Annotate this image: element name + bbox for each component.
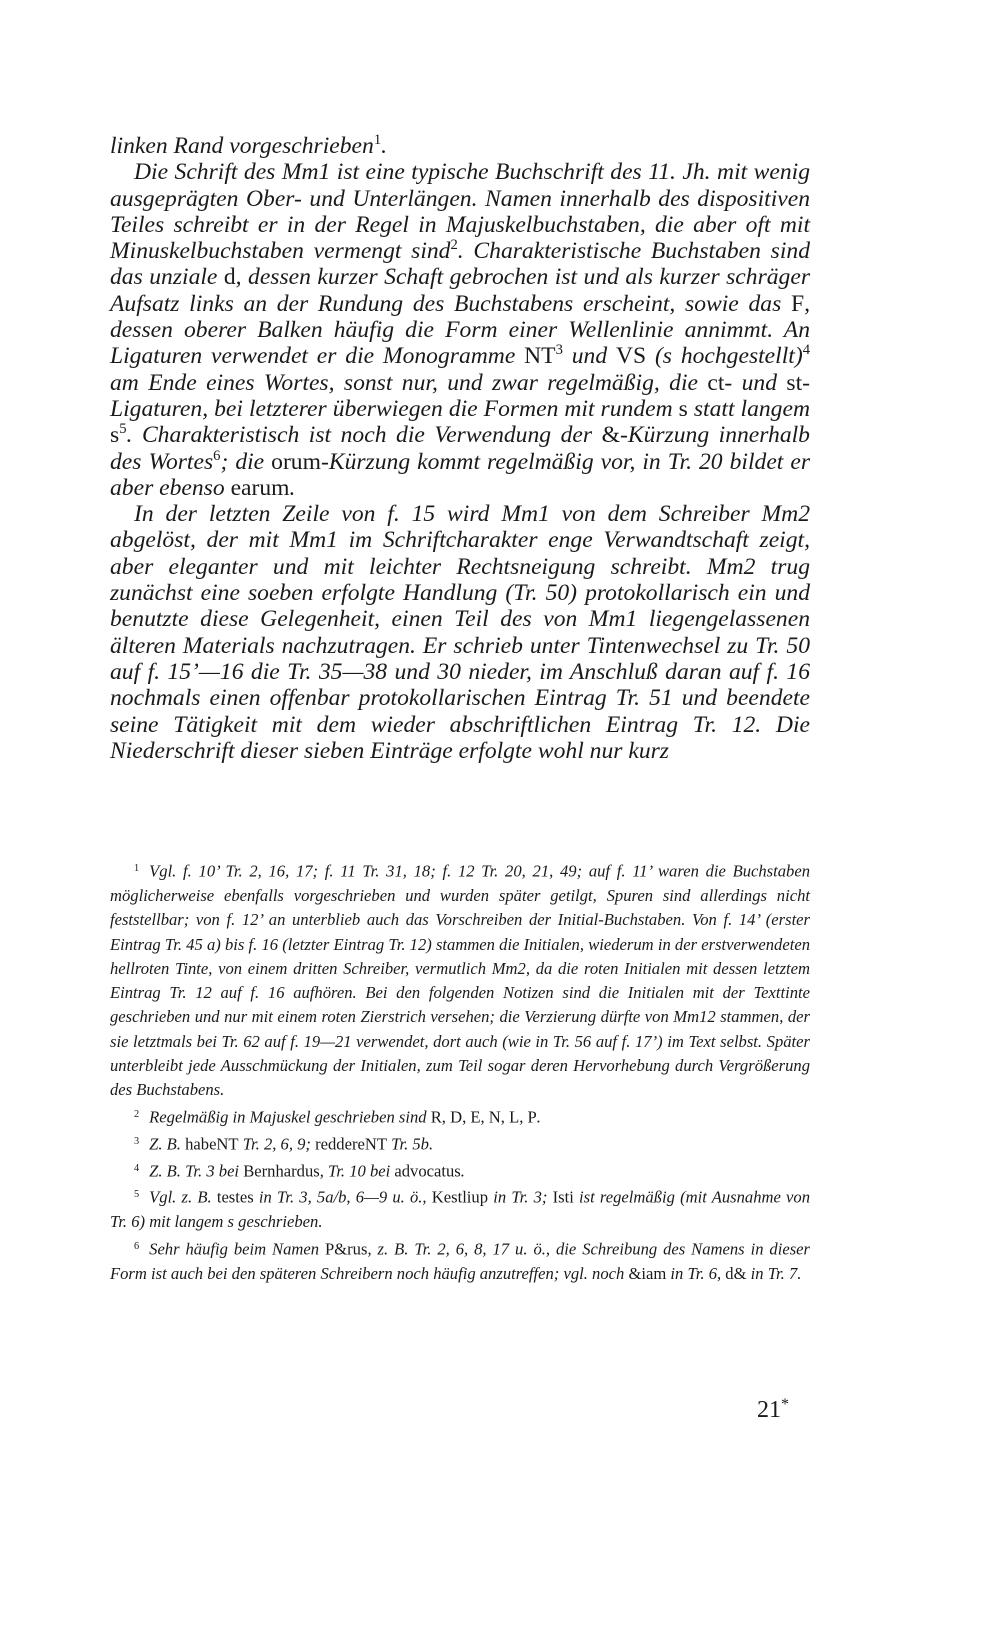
text-run: Regelmäßig in Majuskel geschrieben sind bbox=[149, 1107, 431, 1127]
text-run: Ligaturen, bei letzterer überwiegen die Formen mit rundem bbox=[110, 395, 679, 422]
footnote-mark: 2 bbox=[134, 1108, 140, 1120]
footnote-mark: 3 bbox=[134, 1135, 140, 1147]
footnote-3 bbox=[110, 1130, 810, 1157]
footnote-5 bbox=[110, 1183, 810, 1234]
page-number-value: 21 bbox=[757, 1397, 781, 1423]
footnote-ref-1: 1 bbox=[373, 132, 382, 149]
footnote-text: Vgl. f. 10’ Tr. 2, 16, 17; f. 11 Tr. 31, 18; f. 12 Tr. 20, 21, 49; auf f. 11’ waren die Buchstaben möglicherweise ebenfalls vorgeschrieben und wurden später getilgt, Spuren sind allerdings nicht feststellbar; von f. 12’ an unterblieb auch das Vorschreiben der Initial-Buchstaben. Von f. 14’ (erster Eintrag Tr. 45 a) bis f. 16 (letzter Eintrag Tr. 12) stammen die Initialen, wiederum in der erstverwendeten hellroten Tinte, von einem dritten Schreiber, vermutlich Mm2, da die roten Initialen mit dessen letztem Eintrag Tr. 12 auf f. 16 aufhören. Bei den folgenden Notizen sind die Initialen mit der Texttinte geschrieben und nur mit einem roten Zierstrich versehen; die Verzierung dürfte von Mm12 stammen, der sie letztmals bei Tr. 62 auf f. 19—21 verwendet, dort auch (wie in Tr. 56 auf f. 17’) im Text selbst. Später unterbleibt jede Ausschmückung der Initialen, zum Teil sogar deren Hervorhebung durch Vergrößerung des Buchstabens. bbox=[110, 861, 810, 1100]
footnote-mark: 5 bbox=[134, 1189, 140, 1201]
text-run: . bbox=[460, 1161, 465, 1181]
text-run: Z. B. Tr. 3 bei bbox=[149, 1161, 244, 1181]
upright-term: & bbox=[601, 422, 620, 449]
text-run: in Tr. 3, 5a/b, 6—9 u. ö., bbox=[253, 1188, 432, 1208]
text-run: statt langem bbox=[687, 395, 810, 422]
text-run: in Tr. 6, bbox=[666, 1263, 726, 1283]
upright-term: testes bbox=[216, 1188, 254, 1208]
text-run: . Charakteristische Buchstaben sind das unziale bbox=[110, 238, 810, 291]
upright-term: VS bbox=[615, 343, 647, 370]
footnote-ref-3: 3 bbox=[555, 342, 563, 359]
text-run: Die Schrift des Mm1 ist eine typische Buchschrift des 11. Jh. mit wenig ausgeprägten Ober- und Unterlängen. Namen innerhalb des dispositiven Teiles schreibt er in der Regel in Majuskelbuchstaben, die aber oft mit Minuskelbuchstaben vermengt sind bbox=[110, 159, 810, 265]
upright-term: Bernhardus bbox=[243, 1161, 320, 1181]
upright-term: F bbox=[790, 290, 805, 317]
text-run: Sehr häufig beim Namen bbox=[149, 1239, 326, 1259]
footnote-2 bbox=[110, 1103, 810, 1130]
text-run: . bbox=[536, 1107, 541, 1127]
paragraph-1 bbox=[110, 133, 810, 159]
footnotes bbox=[110, 857, 810, 1286]
text-run: Z. B. bbox=[149, 1134, 186, 1154]
upright-term: ct- bbox=[707, 369, 733, 396]
upright-term: s bbox=[110, 422, 120, 449]
text-run: -Kürzung kommt regelmäßig vor, in Tr. 20 bildet er aber ebenso bbox=[110, 448, 811, 501]
text-run: und bbox=[562, 343, 616, 370]
footnote-ref-6: 6 bbox=[213, 447, 221, 464]
text-run: und bbox=[732, 369, 787, 396]
footnote-mark: 4 bbox=[134, 1162, 140, 1174]
upright-term: Isti bbox=[552, 1188, 574, 1208]
upright-term: R, D, E, N, L, P bbox=[430, 1107, 537, 1127]
footnote-1 bbox=[110, 857, 810, 1103]
footnote-mark: 6 bbox=[134, 1240, 140, 1252]
page-number-star: * bbox=[781, 1396, 789, 1413]
text-run: Tr. 2, 6, 9; bbox=[238, 1134, 316, 1154]
upright-term: st- bbox=[786, 369, 810, 396]
text-run: -Kürzung innerhalb des Wortes bbox=[110, 422, 810, 475]
upright-term: reddereNT bbox=[315, 1134, 387, 1154]
footnote-mark: 1 bbox=[134, 863, 140, 874]
text-run: ist regelmäßig (mit Ausnahme von Tr. 6) mit langem s geschrieben. bbox=[110, 1188, 811, 1232]
text-run: in Tr. 7. bbox=[746, 1263, 802, 1283]
paragraph-3: In der letzten Zeile von f. 15 wird Mm1 von dem Schreiber Mm2 abgelöst, der mit Mm1 im Schriftcharakter enge Verwandtschaft zeigt, aber eleganter und mit leichter Rechtsneigung schreibt. Mm2 trug zunächst eine soeben erfolgte Handlung (Tr. 50) protokollarisch ein und benutzte diese Gelegenheit, einen Teil des von Mm1 liegengelassenen älteren Materials nachzutragen. Er schrieb unter Tintenwechsel zu Tr. 50 auf f. 15’—16 die Tr. 35—38 und 30 nieder, im Anschluß daran auf f. 16 nochmals einen offenbar protokollarischen Eintrag Tr. 51 und beendete seine Tätigkeit mit dem wieder abschriftlichen Eintrag Tr. 12. Die Niederschrift dieser sieben Einträge erfolgte wohl nur kurz bbox=[110, 501, 810, 764]
text-run: linken Rand vorgeschrieben bbox=[110, 133, 374, 159]
text-run: (s hochgestellt) bbox=[646, 343, 803, 370]
footnote-ref-5: 5 bbox=[119, 421, 127, 438]
footnote-4 bbox=[110, 1157, 810, 1184]
paragraph-2 bbox=[110, 159, 810, 501]
upright-term: Kestliup bbox=[431, 1188, 489, 1208]
upright-term: earum bbox=[230, 474, 290, 501]
text-run: . bbox=[381, 133, 388, 159]
upright-term: d bbox=[223, 264, 236, 291]
footnote-6 bbox=[110, 1235, 810, 1286]
text-run: ; die bbox=[220, 448, 272, 475]
page-number bbox=[757, 1396, 789, 1424]
footnote-ref-2: 2 bbox=[450, 237, 458, 254]
upright-term: &iam bbox=[628, 1263, 667, 1283]
upright-term: s bbox=[678, 395, 688, 422]
upright-term: advocatus bbox=[394, 1161, 461, 1181]
upright-term: habeNT bbox=[185, 1134, 239, 1154]
upright-term: P&rus bbox=[325, 1239, 368, 1259]
text-run: , Tr. 10 bei bbox=[319, 1161, 395, 1181]
text-run: , dessen kurzer Schaft gebrochen ist und als kurzer schräger Aufsatz links an der Rundung des Buchstabens erscheint, sowie das bbox=[110, 264, 811, 317]
text-run: . bbox=[289, 474, 296, 501]
upright-term: d& bbox=[725, 1263, 747, 1283]
text-run: . Charakteristisch ist noch die Verwendung der bbox=[126, 422, 602, 449]
text-run: , z. B. Tr. 2, 6, 8, 17 u. ö., die Schreibung des Namens in dieser Form ist auch bei den späteren Schreibern noch häufig anzutreffen; vgl. noch bbox=[110, 1239, 810, 1283]
text-run: Tr. 5b. bbox=[386, 1134, 434, 1154]
upright-term: NT bbox=[524, 343, 556, 370]
upright-term: orum bbox=[271, 448, 321, 475]
text-run: , dessen oberer Balken häufig die Form einer Wellenlinie annimmt. An Ligaturen verwendet er die Monogramme bbox=[110, 290, 810, 370]
text-run: Vgl. z. B. bbox=[149, 1188, 217, 1208]
footnote-ref-4: 4 bbox=[802, 342, 810, 359]
main-text bbox=[110, 133, 810, 764]
text-run: in Tr. 3; bbox=[488, 1188, 553, 1208]
text-run: am Ende eines Wortes, sonst nur, und zwar regelmäßig, die bbox=[110, 369, 708, 396]
